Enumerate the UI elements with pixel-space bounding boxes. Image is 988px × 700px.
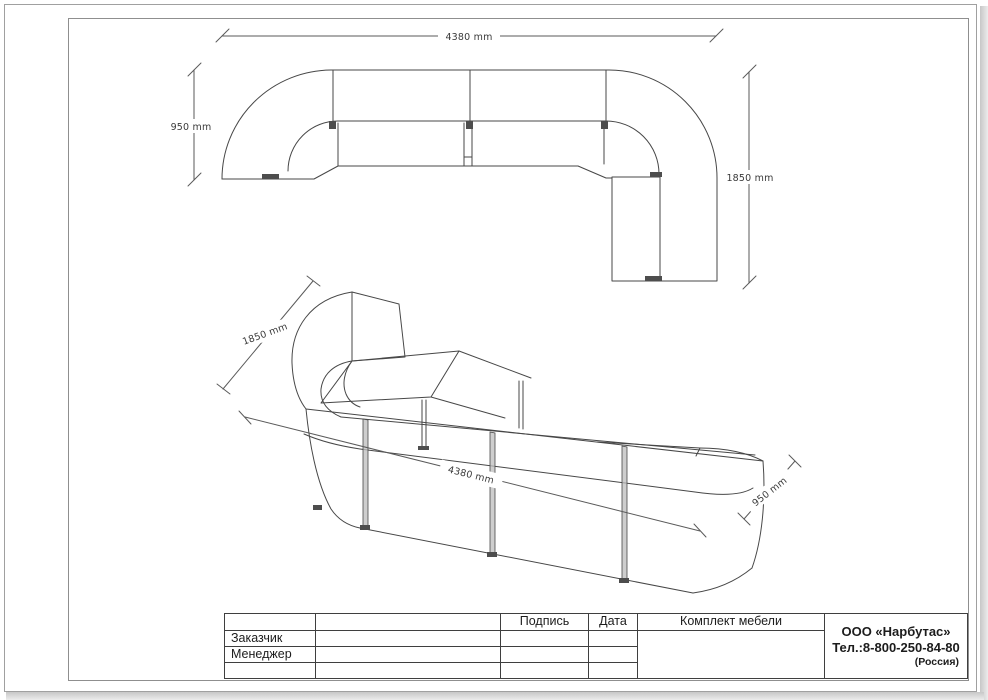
tb-manager-date bbox=[589, 647, 638, 663]
tb-header-date: Дата bbox=[589, 614, 638, 631]
plan-foot-corner bbox=[650, 172, 662, 177]
tb-manager-value bbox=[316, 647, 501, 663]
persp-table-top bbox=[321, 351, 459, 403]
plan-dim-depth-label: 950 mm bbox=[170, 122, 212, 133]
tb-customer-value bbox=[316, 631, 501, 647]
perspective-view bbox=[217, 276, 801, 593]
persp-endcap-right-edge bbox=[752, 461, 764, 568]
persp-foot-2 bbox=[487, 552, 497, 557]
plan-outer-left-arc bbox=[222, 70, 331, 179]
plan-dimension-width bbox=[216, 29, 723, 43]
plan-foot-leg bbox=[645, 276, 662, 281]
company-name: ООО «Нарбутас» bbox=[841, 623, 951, 639]
tb-cell-blank bbox=[501, 663, 589, 678]
persp-dimension-leg bbox=[217, 276, 320, 394]
persp-table-leg-2 bbox=[519, 381, 523, 429]
tb-label-manager: Менеджер bbox=[225, 647, 316, 663]
persp-floor-edge bbox=[360, 528, 693, 593]
persp-band-back-top-edge bbox=[341, 417, 755, 455]
plan-foot-left bbox=[262, 174, 279, 179]
tb-header-furniture-set: Комплект мебели bbox=[638, 614, 825, 631]
persp-back-panel bbox=[352, 292, 405, 361]
tb-label-customer: Заказчик bbox=[225, 631, 316, 647]
persp-endcap-bottom bbox=[693, 568, 752, 593]
persp-dimension-height bbox=[738, 455, 801, 525]
persp-dim-leg-label: 1850 mm bbox=[241, 321, 290, 348]
tb-cell-blank bbox=[225, 614, 316, 631]
persp-dimension-width bbox=[239, 411, 706, 537]
title-block bbox=[224, 613, 968, 679]
plan-module-a bbox=[338, 123, 464, 166]
tb-cell-blank bbox=[316, 614, 501, 631]
plan-dim-leg-label: 1850 mm bbox=[726, 173, 774, 184]
persp-fascia-seam bbox=[304, 434, 753, 494]
company-country: (Россия) bbox=[914, 655, 959, 668]
tb-customer-date bbox=[589, 631, 638, 647]
plan-leg-outline bbox=[612, 177, 717, 281]
persp-table-extension bbox=[459, 351, 531, 378]
persp-table-front-edge bbox=[431, 397, 505, 418]
plan-bottom-left-edge bbox=[222, 166, 338, 179]
company-phone: Тел.:8-800-250-84-80 bbox=[832, 639, 960, 655]
tb-cell-blank bbox=[316, 663, 501, 678]
persp-foot-1 bbox=[360, 525, 370, 530]
tb-manager-signature bbox=[501, 647, 589, 663]
plan-dimension-leg bbox=[719, 65, 781, 289]
plan-chamfer-right bbox=[578, 166, 612, 178]
persp-foot-left bbox=[313, 505, 322, 510]
persp-left-front-curve bbox=[306, 409, 360, 528]
persp-table-foot bbox=[418, 446, 429, 450]
persp-foot-3 bbox=[619, 578, 629, 583]
persp-desk-sliver bbox=[597, 442, 700, 448]
persp-band-front-top-edge bbox=[306, 409, 763, 461]
plan-module-gap-connector bbox=[464, 157, 472, 166]
plan-clip-2 bbox=[466, 121, 473, 129]
persp-divider-2 bbox=[490, 432, 495, 556]
plan-clip-3 bbox=[601, 121, 608, 129]
persp-divider-1 bbox=[363, 419, 368, 529]
tb-cell-blank bbox=[225, 663, 316, 678]
persp-dim-width-label: 4380 mm bbox=[446, 464, 496, 487]
tb-set-body bbox=[638, 631, 825, 678]
persp-divider-3 bbox=[622, 446, 627, 582]
persp-dim-height-label: 950 mm bbox=[750, 475, 790, 510]
page-edge-shadow-bottom bbox=[6, 692, 984, 700]
plan-view bbox=[161, 29, 781, 289]
plan-module-b bbox=[472, 123, 578, 166]
plan-clip-1 bbox=[329, 121, 336, 129]
persp-band-outer-curve bbox=[292, 292, 352, 409]
page-edge-shadow-right bbox=[980, 6, 988, 700]
tb-header-signature: Подпись bbox=[501, 614, 589, 631]
tb-cell-blank bbox=[589, 663, 638, 678]
tb-company-cell bbox=[825, 614, 967, 678]
plan-dim-width-label: 4380 mm bbox=[445, 32, 493, 43]
plan-dimension-depth bbox=[161, 63, 222, 186]
tb-customer-signature bbox=[501, 631, 589, 647]
plan-inner-right-arc bbox=[606, 121, 659, 174]
